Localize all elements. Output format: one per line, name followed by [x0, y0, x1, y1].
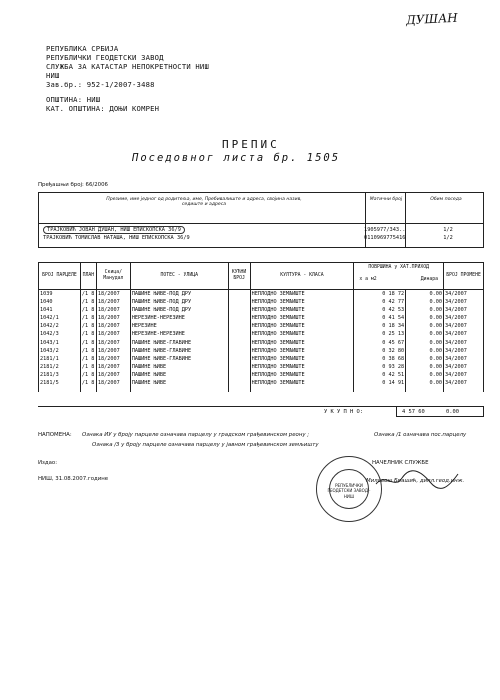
culture-cell: НЕПЛОДНО ЗЕМЉИШТЕ — [250, 355, 354, 363]
plan-cell: /1 8 — [81, 371, 95, 378]
income-cell: 0.00 — [406, 355, 444, 363]
house-number — [228, 322, 250, 330]
col-change-header: БРОЈ ПРОМЕНЕ — [444, 263, 484, 290]
income-cell: 0.00 — [406, 322, 444, 330]
area-cell: 0 38 68 — [354, 355, 406, 363]
official-stamp — [316, 456, 382, 522]
area-cell: 0 14 91 — [354, 379, 406, 387]
area-cell: 0 42 51 — [354, 371, 406, 379]
parcel-number: 1042/3 — [39, 330, 81, 338]
plan-cell: /1 8 — [81, 323, 95, 330]
col-parcel-header: БРОЈ ПАРЦЕЛЕ — [39, 263, 81, 290]
culture-cell: НЕПЛОДНО ЗЕМЉИШТЕ — [250, 339, 354, 347]
street-cell: ПАШИНЕ ЊИВЕ-ПОД ДРУ — [130, 298, 228, 306]
stamp-text: РЕПУБЛИЧКИ ГЕОДЕТСКИ ЗАВОД · НИШ — [327, 483, 371, 499]
col-plan-header: ПЛАН — [80, 263, 96, 290]
change-number: 34/2007 — [444, 339, 484, 347]
plan-cell: /1 8 — [81, 363, 95, 370]
area-cell: 0 93 28 — [354, 363, 406, 371]
area-cell: 0 18 72 — [354, 290, 406, 299]
place-date: НИШ, 31.08.2007.године — [38, 476, 109, 482]
house-number — [228, 379, 250, 387]
income-cell: 0.00 — [406, 347, 444, 355]
house-number — [228, 371, 250, 379]
table-row — [39, 379, 484, 387]
house-number — [228, 347, 250, 355]
table-row — [39, 347, 484, 355]
table-row — [39, 290, 484, 299]
owner-name: ТРАЈКОВИЋ ЈОВАН ДУШАН, НИШ ЕПИСКОПСКА 36/9 — [43, 226, 185, 234]
header-line: СЛУЖБА ЗА КАТАСТАР НЕПОКРЕТНОСТИ НИШ — [46, 62, 209, 71]
table-row — [39, 363, 484, 371]
owners-name-header: Презиме, име једног од родитеља, име, Пребивалиште и адреса, својина назив, седиште и адреса — [106, 197, 302, 208]
sketch-cell: 18/2007 — [96, 322, 130, 330]
owners-box — [38, 192, 484, 248]
income-cell: 0.00 — [406, 290, 444, 299]
owner-share: 1/2 — [443, 227, 453, 233]
street-cell: НЕРЕЗИНЕ-НЕРЕЗИНЕ — [130, 330, 228, 338]
area-cell: 0 32 80 — [354, 347, 406, 355]
table-row — [39, 306, 484, 314]
change-number: 34/2007 — [444, 322, 484, 330]
parcel-number: 2181/1 — [39, 355, 81, 363]
issued-label: Издао: — [38, 460, 58, 466]
income-cell: 0.00 — [406, 339, 444, 347]
parcel-number: 2181/2 — [39, 363, 81, 371]
culture-cell: НЕПЛОДНО ЗЕМЉИШТЕ — [250, 379, 354, 387]
notes-label: НАПОМЕНА: — [38, 432, 72, 438]
handwritten-note: ДУШАН — [405, 10, 459, 28]
header-line: РЕПУБЛИКА СРБИЈА — [46, 44, 119, 53]
house-number — [228, 298, 250, 306]
area-cell: 0 41 54 — [354, 314, 406, 322]
income-subheader: Динара — [420, 276, 439, 282]
col-house-header: КУЋНИ БРОЈ — [228, 263, 250, 290]
plan-cell: /1 8 — [81, 291, 95, 297]
table-row — [39, 322, 484, 330]
sketch-cell: 18/2007 — [96, 355, 130, 363]
street-cell: ПАШИНЕ ЊИВЕ — [130, 379, 228, 387]
sketch-cell: 18/2007 — [96, 290, 130, 299]
col-street-header: ПОТЕС - УЛИЦА — [130, 263, 228, 290]
area-cell: 0 45 67 — [354, 339, 406, 347]
notes-line-2: Ознака /3 у броју парцеле означава парцелу у јавном грађевинском земљишту — [92, 442, 319, 448]
street-cell: НЕРЕЗИНЕ-НЕРЕЗИНЕ — [130, 314, 228, 322]
street-cell: ПАШИНЕ ЊИВЕ-ПОД ДРУ — [130, 290, 228, 299]
col-sketch-header: Скица/ Манудал — [96, 263, 130, 290]
change-number: 34/2007 — [444, 314, 484, 322]
change-number: 34/2007 — [444, 306, 484, 314]
header-line: Зав.бр.: 952-1/2007-3488 — [46, 80, 155, 89]
signature-name: Миловош Брашић, дипл.геод.инж. — [366, 478, 465, 484]
sketch-cell: 18/2007 — [96, 371, 130, 379]
owner-mbr: 0110969775416 — [364, 235, 406, 241]
income-cell: 0.00 — [406, 314, 444, 322]
culture-cell: НЕПЛОДНО ЗЕМЉИШТЕ — [250, 330, 354, 338]
previous-number: Пређашњи број: 66/2006 — [38, 182, 108, 188]
owner-mbr: 1905977/343.. — [364, 227, 406, 233]
street-cell: ПАШИНЕ ЊИВЕ-ГЛАВИНЕ — [130, 339, 228, 347]
table-row — [39, 371, 484, 379]
house-number — [228, 363, 250, 371]
area-cell: 0 25 13 — [354, 330, 406, 338]
notes-line-1: Ознака ИУ у броју парцеле означава парцелу у градском грађевинском реону ; — [82, 432, 310, 438]
change-number: 34/2007 — [444, 371, 484, 379]
col-area-header — [354, 263, 444, 290]
area-subheader: х а м2 — [359, 276, 377, 282]
document-title: ПРЕПИС — [222, 138, 280, 151]
area-cell: 0 42 53 — [354, 306, 406, 314]
street-cell: НЕРЕЗИНЕ — [130, 322, 228, 330]
total-row — [38, 406, 484, 417]
change-number: 34/2007 — [444, 298, 484, 306]
parcel-number: 1043/1 — [39, 339, 81, 347]
sketch-cell: 18/2007 — [96, 330, 130, 338]
culture-cell: НЕПЛОДНО ЗЕМЉИШТЕ — [250, 298, 354, 306]
culture-cell: НЕПЛОДНО ЗЕМЉИШТЕ — [250, 306, 354, 314]
signature-title: НАЧЕЛНИК СЛУЖБЕ — [372, 460, 429, 466]
parcel-number: 1041 — [39, 306, 81, 314]
sketch-cell: 18/2007 — [96, 306, 130, 314]
sketch-cell: 18/2007 — [96, 379, 130, 387]
table-row — [39, 330, 484, 338]
area-income-label: ПОВРШИНА у ХАТ.ПРИХОД — [368, 265, 429, 270]
parcels-table — [38, 262, 484, 392]
table-row — [39, 298, 484, 306]
plan-cell: /1 8 — [81, 315, 95, 322]
change-number: 34/2007 — [444, 363, 484, 371]
income-cell: 0.00 — [406, 306, 444, 314]
change-number: 34/2007 — [444, 379, 484, 387]
house-number — [228, 330, 250, 338]
area-cell: 0 18 34 — [354, 322, 406, 330]
parcel-number: 2181/3 — [39, 371, 81, 379]
sketch-cell: 18/2007 — [96, 298, 130, 306]
total-area: 4 57 60 — [402, 409, 425, 415]
house-number — [228, 306, 250, 314]
street-cell: ПАШИНЕ ЊИВЕ-ГЛАВИНЕ — [130, 355, 228, 363]
sketch-cell: 18/2007 — [96, 347, 130, 355]
plan-cell: /1 8 — [81, 355, 95, 362]
culture-cell: НЕПЛОДНО ЗЕМЉИШТЕ — [250, 363, 354, 371]
parcel-number: 1042/1 — [39, 314, 81, 322]
owner-share: 1/2 — [443, 235, 453, 241]
house-number — [228, 290, 250, 299]
sketch-cell: 18/2007 — [96, 363, 130, 371]
change-number: 34/2007 — [444, 330, 484, 338]
total-label: У К У П Н О: — [324, 409, 363, 415]
parcel-number: 1042/2 — [39, 322, 81, 330]
parcel-number: 2181/5 — [39, 379, 81, 387]
culture-cell: НЕПЛОДНО ЗЕМЉИШТЕ — [250, 347, 354, 355]
header-line: ОПШТИНА: НИШ — [46, 95, 101, 104]
col-culture-header: КУЛТУРА - КЛАСА — [250, 263, 354, 290]
culture-cell: НЕПЛОДНО ЗЕМЉИШТЕ — [250, 314, 354, 322]
income-cell: 0.00 — [406, 371, 444, 379]
sketch-cell: 18/2007 — [96, 314, 130, 322]
header-line: РЕПУБЛИЧКИ ГЕОДЕТСКИ ЗАВОД — [46, 53, 164, 62]
document-header — [46, 44, 209, 113]
income-cell: 0.00 — [406, 298, 444, 306]
street-cell: ПАШИНЕ ЊИВЕ-ПОД ДРУ — [130, 306, 228, 314]
header-line: НИШ — [46, 71, 60, 80]
income-cell: 0.00 — [406, 363, 444, 371]
table-row — [39, 355, 484, 363]
plan-cell: /1 8 — [81, 347, 95, 354]
house-number — [228, 339, 250, 347]
house-number — [228, 314, 250, 322]
sketch-cell: 18/2007 — [96, 339, 130, 347]
income-cell: 0.00 — [406, 330, 444, 338]
plan-cell: /1 8 — [81, 307, 95, 314]
parcel-number: 1043/2 — [39, 347, 81, 355]
income-cell: 0.00 — [406, 379, 444, 387]
street-cell: ПАШИНЕ ЊИВЕ-ГЛАВИНЕ — [130, 347, 228, 355]
table-row — [39, 314, 484, 322]
document-subtitle: Поседовног листа бр. 1505 — [132, 152, 341, 164]
change-number: 34/2007 — [444, 290, 484, 299]
change-number: 34/2007 — [444, 347, 484, 355]
plan-cell: /1 8 — [81, 299, 95, 306]
owners-share-header: Обим поседа — [430, 197, 462, 202]
plan-cell: /1 8 — [81, 331, 95, 338]
change-number: 34/2007 — [444, 355, 484, 363]
owner-name: ТРАЈКОВИЋ ТОМИСЛАВ НАТАША, НИШ ЕПИСКОПСКА 36/9 — [43, 235, 190, 241]
parcel-number: 1039 — [39, 290, 81, 299]
culture-cell: НЕПЛОДНО ЗЕМЉИШТЕ — [250, 290, 354, 299]
total-income: 0.00 — [446, 409, 459, 415]
culture-cell: НЕПЛОДНО ЗЕМЉИШТЕ — [250, 371, 354, 379]
table-row — [39, 339, 484, 347]
notes-line-1-right: Ознака /1 означава пос.парцелу — [374, 432, 467, 438]
header-line: КАТ. ОПШТИНА: ДОЊИ КОМРЕН — [46, 104, 160, 113]
owners-mbr-header: Матични број — [369, 197, 403, 202]
plan-cell: /1 8 — [81, 380, 95, 387]
plan-cell: /1 8 — [81, 339, 95, 346]
culture-cell: НЕПЛОДНО ЗЕМЉИШТЕ — [250, 322, 354, 330]
street-cell: ПАШИНЕ ЊИВЕ — [130, 363, 228, 371]
signature-scribble — [372, 466, 462, 496]
street-cell: ПАШИНЕ ЊИВЕ — [130, 371, 228, 379]
area-cell: 0 42 77 — [354, 298, 406, 306]
house-number — [228, 355, 250, 363]
parcel-number: 1040 — [39, 298, 81, 306]
